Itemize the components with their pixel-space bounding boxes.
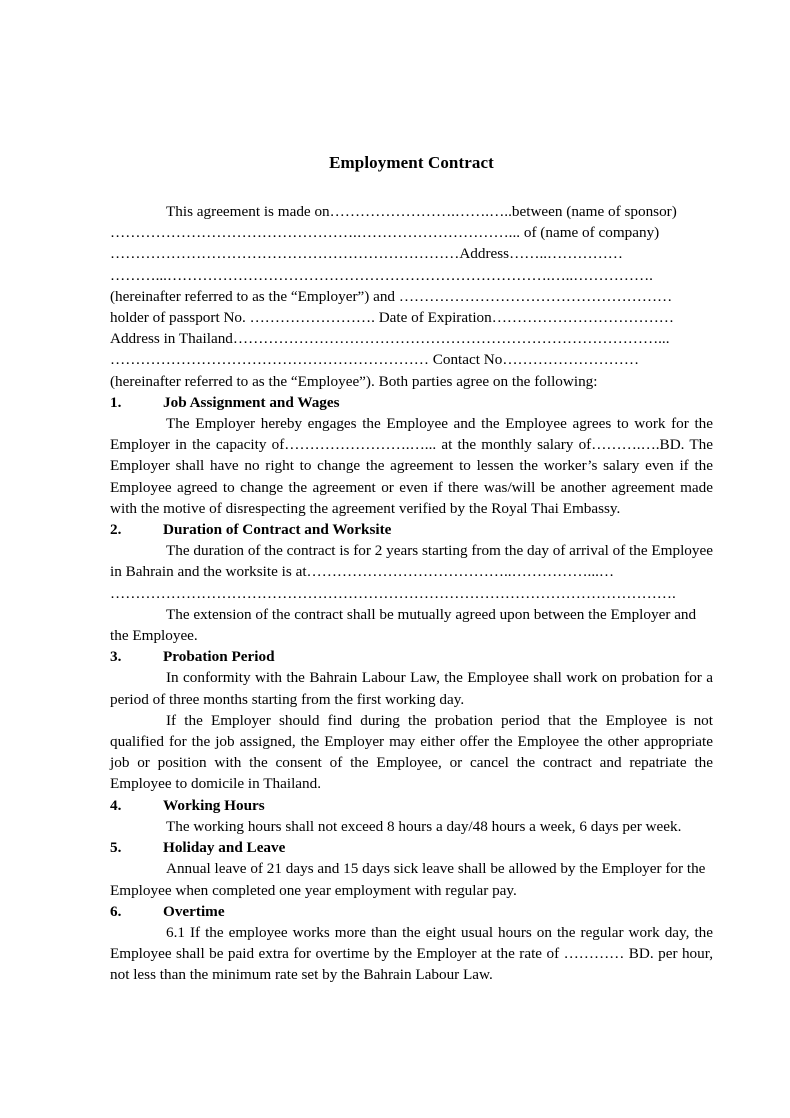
section-3-number: 3. — [110, 648, 122, 666]
section-3 — [110, 646, 713, 794]
section-4-paragraph-1: The working hours shall not exceed 8 hours a day/48 hours a week, 6 days per week. — [166, 817, 682, 835]
preamble-line-5: (hereinafter referred to as the “Employer”) and ……………………………………………… — [110, 287, 673, 305]
preamble-line-3: ……………………………………………………………Address……..…………… — [110, 245, 623, 263]
document-body — [110, 152, 713, 986]
preamble-line-9: (hereinafter referred to as the “Employee”). Both parties agree on the following: — [110, 372, 598, 390]
section-3-head — [110, 646, 713, 667]
section-2-paragraph-1: The duration of the contract is for 2 years starting from the day of arrival of the Employee in Bahrain and the worksite is at…………………………………..……………...… — [110, 542, 713, 581]
section-5 — [110, 837, 713, 901]
preamble-line-4: ………...………………………………………………………………….…..……………. — [110, 266, 653, 284]
preamble-line-1: This agreement is made on…………………….…….…..between (name of sponsor) — [166, 203, 677, 220]
section-3-paragraph-2: If the Employer should find during the probation period that the Employee is not qualified for the job assigned, the Employer may either offer the Employee the other appropriate job or position with the consent of the Employee, or cancel the contract and repatriate the Employee to domicile in Thailand. — [110, 711, 713, 793]
preamble-block — [110, 201, 713, 392]
section-3-heading: Probation Period — [163, 648, 275, 666]
section-4-head — [110, 795, 713, 816]
section-2-heading: Duration of Contract and Worksite — [163, 521, 392, 539]
section-6-heading: Overtime — [163, 902, 225, 920]
section-5-heading: Holiday and Leave — [163, 839, 286, 857]
section-4-heading: Working Hours — [163, 796, 265, 814]
section-1-number: 1. — [110, 393, 122, 411]
section-4-number: 4. — [110, 796, 122, 814]
section-1-head — [110, 392, 713, 413]
section-2-number: 2. — [110, 521, 122, 539]
section-3-paragraph-1: In conformity with the Bahrain Labour Law, the Employee shall work on probation for a period of three months starting from the first working day. — [110, 669, 713, 708]
section-2 — [110, 519, 713, 646]
section-5-head — [110, 837, 713, 858]
section-5-number: 5. — [110, 839, 122, 857]
preamble-line-2: ………………………………………….…………………………... of (name of company) — [110, 224, 660, 242]
preamble-line-8: ……………………………………………………… Contact No……………………… — [110, 351, 640, 369]
section-2-paragraph-3: The extension of the contract shall be mutually agreed upon between the Employer and the Employee. — [110, 605, 697, 645]
section-6-head — [110, 901, 713, 922]
section-1-paragraph-1: The Employer hereby engages the Employee and the Employee agrees to work for the Employer in the capacity of…………………….…... at the monthly salary of……….….BD. The Employer shall have no right to change the agreement to lessen the worker’s salary even if the Employee agreed to change the agreement or even if there was/will be another agreement made with the motive of disrespecting the agreement verified by the Royal Thai Embassy. — [110, 415, 713, 517]
preamble-line-6: holder of passport No. ……………………. Date of Expiration……………………………… — [110, 309, 674, 327]
preamble-line-7: Address in Thailand…………………………………………………………………………... — [110, 330, 670, 348]
section-2-head — [110, 519, 713, 540]
page-title: Employment Contract — [329, 153, 494, 172]
section-6 — [110, 901, 713, 986]
section-6-paragraph-1: 6.1 If the employee works more than the eight usual hours on the regular work day, the Employee shall be paid extra for overtime by the Employer at the rate of ………… BD. per hour, not less than the minimum rate set by the Bahrain Labour Law. — [110, 923, 713, 984]
section-2-paragraph-2: …………………………………………………………………………………………………. — [110, 584, 676, 602]
section-1-heading: Job Assignment and Wages — [163, 393, 340, 411]
section-5-paragraph-1: Annual leave of 21 days and 15 days sick leave shall be allowed by the Employer for the Employee when completed one year employment with regular pay. — [110, 860, 706, 899]
section-6-number: 6. — [110, 902, 122, 920]
section-1 — [110, 392, 713, 519]
section-4 — [110, 795, 713, 837]
